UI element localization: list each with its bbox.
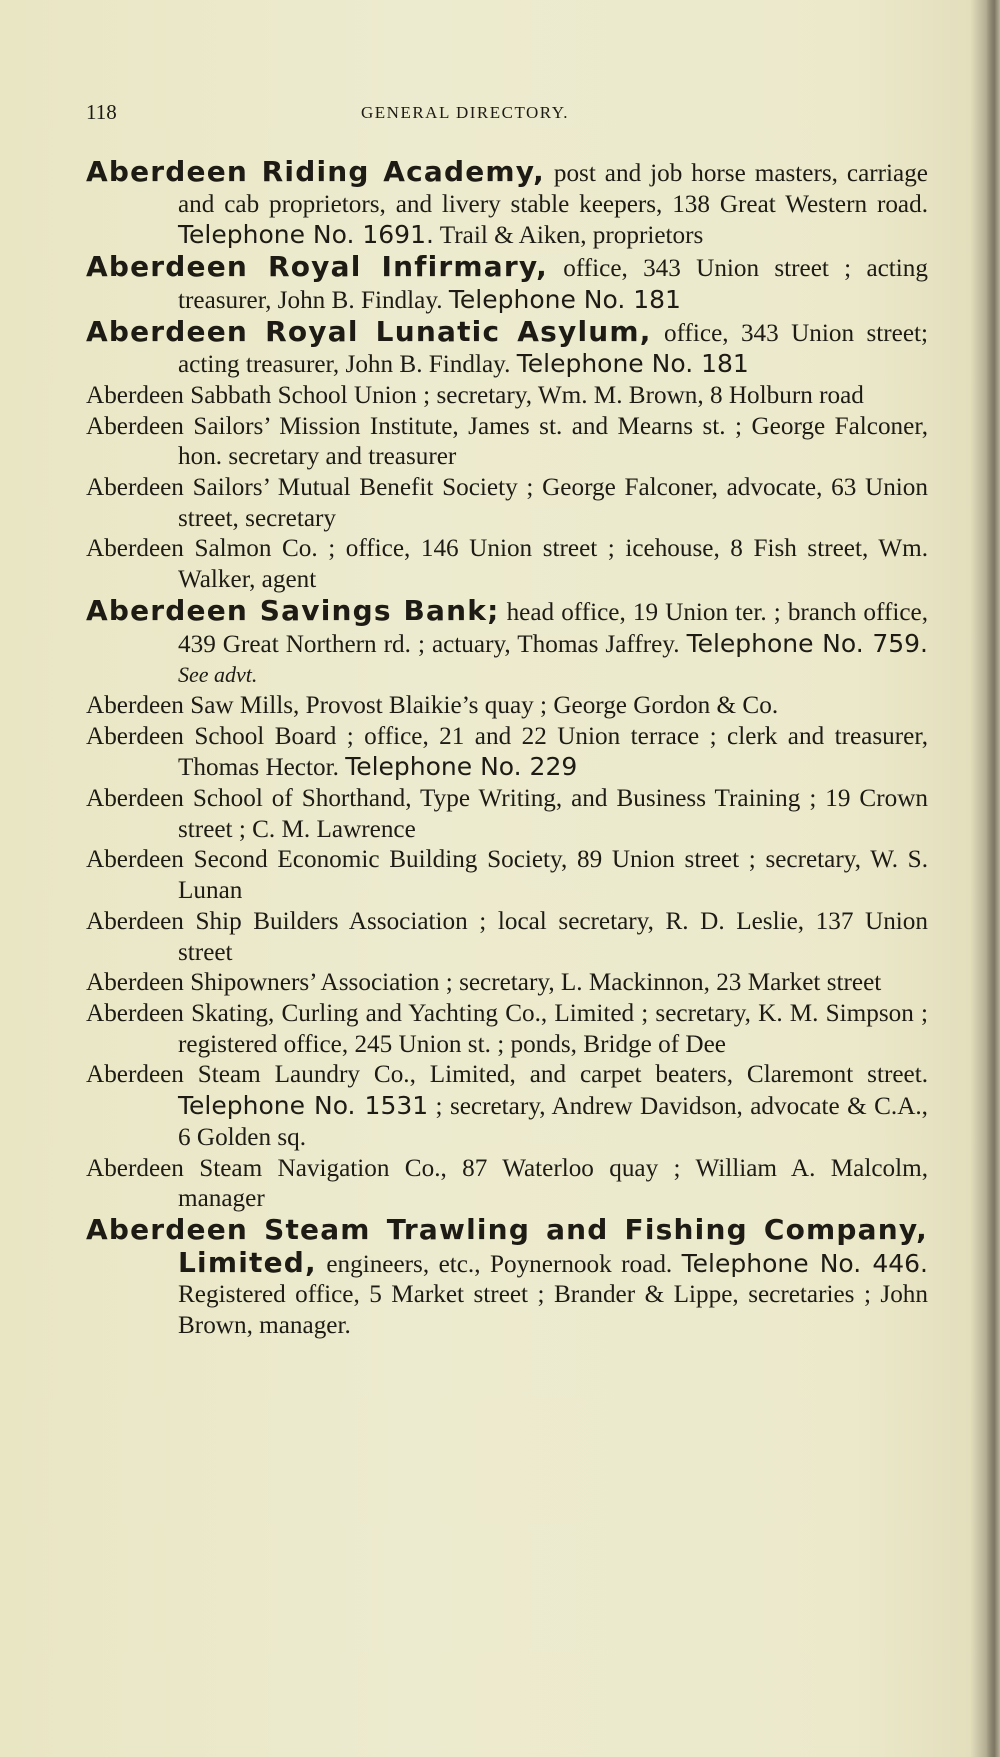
directory-entry: Aberdeen Sailors’ Mutual Benefit Society ; George Falconer, advocate, 63 Union street, secretary (86, 474, 928, 532)
directory-entry: Aberdeen Saw Mills, Provost Blaikie’s quay ; George Gordon & Co. (86, 691, 779, 719)
entry-name: Aberdeen Steam Trawling and Fishing Company, Limited, (86, 1212, 928, 1279)
entry-telephone: Telephone No. 1531 (178, 1091, 429, 1121)
directory-entry (86, 157, 928, 252)
entry-telephone: Telephone No. 759. (686, 628, 929, 658)
directory-entry (86, 314, 928, 381)
directory-entry: Aberdeen Skating, Curling and Yachting Co., Limited ; secretary, K. M. Simpson ; registered office, 245 Union st. ; ponds, Bridge of Dee (86, 999, 928, 1058)
entry-telephone: Telephone No. 446. (681, 1248, 928, 1278)
directory-entry (86, 593, 929, 691)
directory-entry: Aberdeen Shipowners’ Association ; secretary, L. Mackinnon, 23 Market street (86, 969, 882, 997)
entry-telephone: Telephone No. 1691. (178, 220, 434, 250)
entry-text: Aberdeen Steam Laundry Co., Limited, and carpet beaters, Claremont street. (86, 1061, 928, 1089)
directory-entry: Aberdeen Ship Builders Association ; local secretary, R. D. Leslie, 137 Union street (86, 907, 928, 966)
entry-text: office, 343 Union street ; acting treasurer, John B. Findlay. (178, 255, 928, 314)
entry-text: Registered office, 5 Market street ; Brander & Lippe, secretaries ; John Brown, manager. (178, 1281, 928, 1340)
entry-text: Aberdeen School Board ; office, 21 and 22 Union terrace ; clerk and treasurer, Thomas Hector. (86, 722, 928, 782)
directory-entry (86, 1060, 928, 1153)
entry-text: post and job horse masters, carriage and cab proprietors, and livery stable keepers, 138 Great Western road. (178, 160, 928, 218)
entry-name: Aberdeen Royal Infirmary, (86, 250, 548, 284)
entry-text: head office, 19 Union ter. ; branch office, 439 Great Northern rd. ; actuary, Thomas Jaffrey. (178, 598, 928, 658)
entry-text: engineers, etc., Poynernook road. (316, 1250, 682, 1278)
directory-entries (86, 157, 928, 1342)
entry-text: office, 343 Union street; acting treasurer, John B. Findlay. (178, 319, 928, 379)
directory-entry: Aberdeen Second Economic Building Society, 89 Union street ; secretary, W. S. Lunan (86, 846, 928, 905)
directory-entry (86, 722, 928, 784)
directory-entry (86, 1212, 928, 1342)
running-head: GENERAL DIRECTORY. (361, 103, 570, 122)
directory-entry: Aberdeen Sabbath School Union ; secretary, Wm. M. Brown, 8 Holburn road (86, 381, 864, 409)
entry-telephone: Telephone No. 229 (345, 752, 578, 782)
advert-reference: See advt. (178, 662, 258, 688)
entry-name: Aberdeen Royal Lunatic Asylum, (86, 314, 652, 348)
directory-entry: Aberdeen Salmon Co. ; office, 146 Union street ; icehouse, 8 Fish street, Wm. Walker, agent (86, 535, 928, 594)
entry-telephone: Telephone No. 181 (516, 349, 749, 379)
page-header (86, 100, 926, 130)
directory-entry: Aberdeen Sailors’ Mission Institute, James st. and Mearns st. ; George Falconer, hon. secretary and treasurer (86, 412, 928, 471)
directory-entry (86, 252, 928, 316)
entry-text: ; secretary, Andrew Davidson, advocate & C.A., 6 Golden sq. (178, 1093, 928, 1151)
directory-entry: Aberdeen School of Shorthand, Type Writing, and Business Training ; 19 Crown street ; C. M. Lawrence (86, 785, 928, 843)
directory-entry: Aberdeen Steam Navigation Co., 87 Waterloo quay ; William A. Malcolm, manager (86, 1154, 928, 1213)
entry-telephone: Telephone No. 181 (448, 284, 681, 314)
entry-text: Trail & Aiken, proprietors (433, 222, 704, 250)
entry-name: Aberdeen Savings Bank; (86, 593, 500, 627)
entry-name: Aberdeen Riding Academy, (86, 155, 545, 188)
page-edge-shadow (986, 0, 1000, 1757)
page-number: 118 (86, 100, 117, 124)
